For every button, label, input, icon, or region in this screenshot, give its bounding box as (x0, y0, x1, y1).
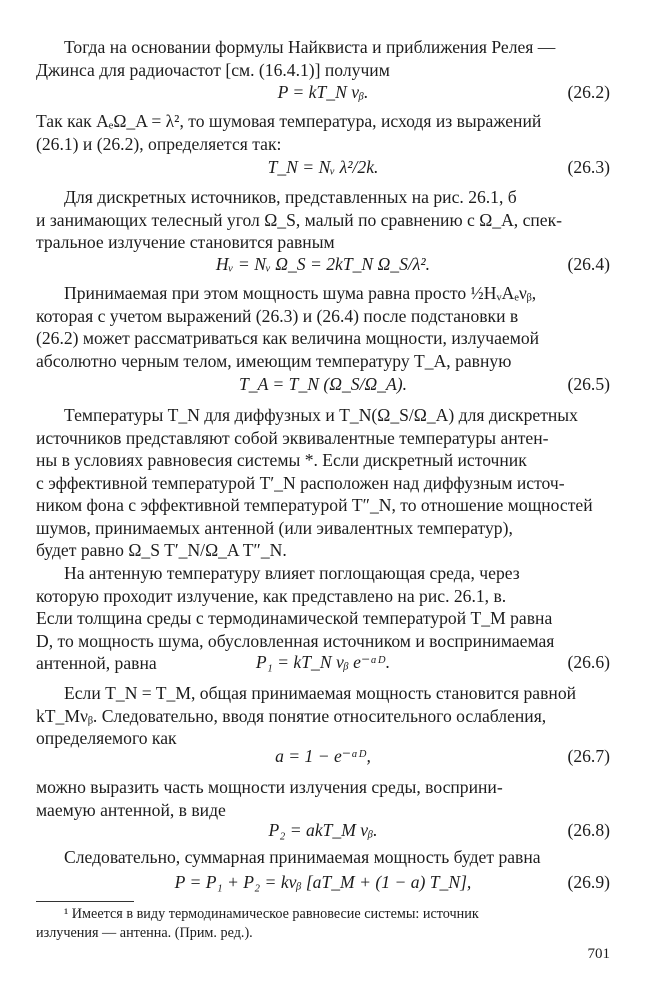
equation-number: (26.4) (567, 254, 610, 274)
equation-number: (26.5) (567, 374, 610, 394)
text-line: (26.2) может рассматриваться как величина мощности, излучаемой (36, 328, 540, 348)
text-line: ны в условиях равновесия системы *. Если дискретный источник (36, 450, 527, 470)
text-line: Для дискретных источников, представленных на рис. 26.1, б (64, 187, 517, 207)
text-line: маемую антенной, в виде (36, 799, 226, 820)
footnote-line: излучения — антенна. (Прим. ред.). (36, 925, 253, 941)
footnote-divider (36, 901, 134, 902)
text-line: тральное излучение становится равным (36, 232, 335, 252)
page-number: 701 (587, 946, 610, 962)
equation-formula: T_A = T_N (Ω_S/Ω_A). (239, 374, 407, 394)
equation-formula: Hᵥ = Nᵥ Ω_S = 2kT_N Ω_S/λ². (215, 254, 431, 274)
footnote (36, 905, 610, 943)
text-line: которая с учетом выражений (26.3) и (26.4) после подстановки в (36, 305, 519, 326)
paragraph-9 (36, 846, 610, 869)
text-line: (26.1) и (26.2), определяется так: (36, 133, 282, 154)
equation-number: (26.6) (567, 652, 610, 672)
equation-number: (26.9) (567, 872, 610, 892)
text-line: На антенную температуру влияет поглощающая среда, через (64, 563, 520, 583)
text-line: можно выразить часть мощности излучения среды, восприни- (36, 777, 503, 797)
text-line: Если толщина среды с термодинамической температурой T_M равна (36, 608, 553, 628)
text-line: kT_Mνᵦ. Следовательно, вводя понятие относительного ослабления, (36, 705, 547, 726)
text-line: антенной, равна (36, 653, 157, 673)
text-line: ником фона с эффективной температурой T″_N, то отношение мощностей (36, 495, 593, 515)
paragraph-5 (36, 404, 610, 562)
text-line: будет равно Ω_S T′_N/Ω_A T″_N. (36, 540, 287, 560)
text-line: Принимаемая при этом мощность шума равна просто ½HᵥAₑνᵦ, (64, 283, 537, 303)
text-line: Тогда на основании формулы Найквиста и приближения Релея — (64, 37, 556, 57)
text-line: абсолютно черным телом, имеющим температуру T_A, равную (36, 350, 512, 371)
equation-26-5 (36, 372, 610, 396)
equation-number: (26.3) (567, 157, 610, 177)
equation-formula: P₂ = akT_M νᵦ. (268, 820, 378, 840)
text-line: Следовательно, суммарная принимаемая мощность будет равна (64, 847, 541, 867)
text-line: D, то мощность шума, обусловленная источником и воспринимаемая (36, 630, 555, 651)
paragraph-1 (36, 36, 610, 81)
text-line: Если T_N = T_M, общая принимаемая мощность становится равной (64, 683, 577, 703)
equation-26-2 (36, 80, 610, 104)
equation-26-3 (36, 155, 610, 179)
paragraph-4 (36, 282, 610, 372)
equation-formula: P = P₁ + P₂ = kνᵦ [aT_M + (1 − a) T_N], (174, 872, 472, 892)
equation-formula: T_N = Nᵥ λ²/2k. (267, 157, 379, 177)
text-line: и занимающих телесный угол Ω_S, малый по сравнению с Ω_A, спек- (36, 209, 563, 230)
text-line: Джинса для радиочастот [см. (16.4.1)] получим (36, 59, 390, 80)
text-line: Так как AₑΩ_A = λ², то шумовая температура, исходя из выражений (36, 111, 542, 131)
equation-formula: P₁ = kT_N νᵦ e⁻ᵅᴰ. (255, 652, 391, 672)
paragraph-7 (36, 682, 610, 750)
equation-formula: P = kT_N νᵦ. (277, 82, 369, 102)
text-line: шумов, принимаемых антенной (или эивалентных температур), (36, 517, 513, 538)
equation-26-8 (36, 818, 610, 842)
equation-26-9 (36, 870, 610, 894)
paragraph-2 (36, 110, 610, 155)
text-line: с эффективной температурой T′_N расположен над диффузным источ- (36, 472, 565, 493)
text-line: определяемого как (36, 728, 177, 748)
equation-number: (26.2) (567, 82, 610, 102)
equation-26-7 (36, 744, 610, 768)
equation-formula: a = 1 − e⁻ᵅᴰ, (275, 746, 371, 766)
footnote-line: ¹ Имеется в виду термодинамическое равновесие системы: источник (64, 906, 479, 922)
equation-number: (26.7) (567, 746, 610, 766)
equation-number: (26.8) (567, 820, 610, 840)
paragraph-8 (36, 776, 610, 821)
paragraph-3 (36, 186, 610, 254)
text-line: источников представляют собой эквивалентные температуры антен- (36, 427, 549, 448)
equation-26-4 (36, 252, 610, 276)
text-line: Температуры T_N для диффузных и T_N(Ω_S/Ω_A) для дискретных (64, 405, 578, 425)
text-line: которую проходит излучение, как представлено на рис. 26.1, в. (36, 585, 507, 606)
equation-26-6 (36, 650, 610, 674)
